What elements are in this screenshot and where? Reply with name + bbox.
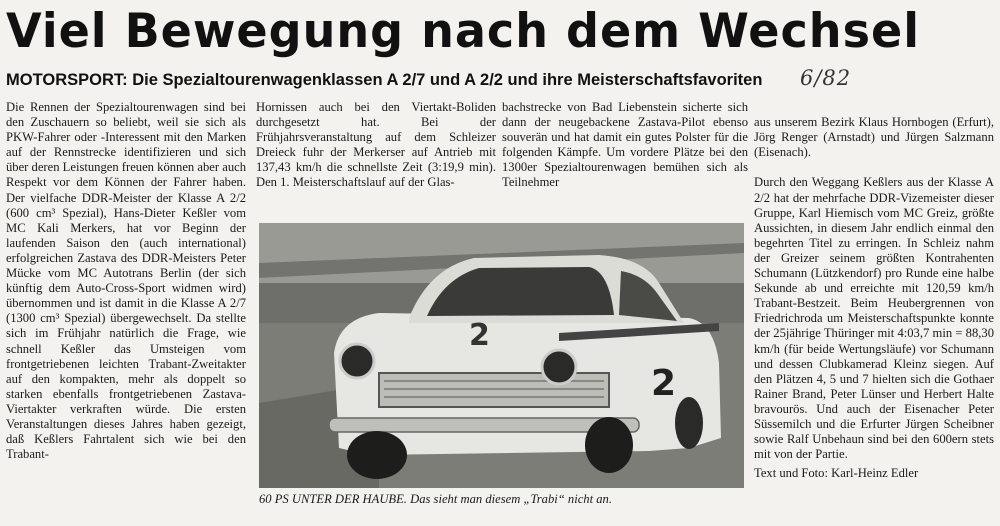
headline: Viel Bewegung nach dem Wechsel bbox=[6, 4, 920, 59]
article-column-1: Die Rennen der Spezialtourenwagen sind bei den Zuschauern so beliebt, weil sie sich als PKW-Fahrer oder -Interessent mit den Marken auf der Rennstrecke identifizieren und sich über deren Leistungen freuen können aber auch Respekt vor dem Können der Fahrer haben. Der vielfache DDR-Meister der Klasse A 2/2 (600 cm³ Spezial), Hans-Dieter Keßler vom MC Kali Merkers, hat vor Beginn der laufenden Saison den (auch international) erfolgreichen Zastava des DDR-Meisters Peter Mücke vom MC Autotrans Berlin (der sich künftig dem Auto-Cross-Sport widmen wird) übernommen und ist damit in die Klasse A 2/7 (1300 cm³ Spezial) übergewechselt. Da stellte sich im Frühjahr natürlich die Frage, wie schnell Keßler das Umsteigen vom frontgetriebenen leichten Trabant-Zweitakter auf den kompakten, mehr als doppelt so starken ebenfalls frontgetriebenen Zastava-Viertakter verkraften würde. Die ersten Veranstaltungen dieses Jahres haben gezeigt, daß Keßlers Fahrtalent sich wie bei den Trabant- bbox=[6, 100, 246, 462]
hood-number: 2 bbox=[469, 318, 490, 353]
article-column-3: bachstrecke von Bad Liebenstein sicherte sich dann der neugebackene Zastava-Pilot ebenso souverän und hat damit ein gutes Polster für die folgenden Kämpfe. Um vordere Plätze bei den 1300er Spezialtourenwagen bemühen sich als Teilnehmer bbox=[502, 100, 748, 190]
door-number: 2 bbox=[651, 363, 677, 404]
photo-caption: 60 PS UNTER DER HAUBE. Das sieht man diesem „Trabi“ nicht an. bbox=[259, 492, 612, 506]
article-column-4-text: aus unserem Bezirk Klaus Hornbogen (Erfurt), Jörg Renger (Arnstadt) und Jürgen Salzmann (Eisenach). Durch den Weggang Keßlers aus der Klasse A 2/2 hat der mehrfache DDR-Vizemeister dieser Gruppe, Karl Hiemisch vom MC Greiz, größte Aussichten, in diesem Jahr endlich einmal den begehrten Titel zu erringen. In Schleiz nahm der Greizer seinem größten Kontrahenten Schumann (Lützkendorf) pro Runde eine halbe Sekunde ab und erreichte mit 120,59 km/h Trabant-Bestzeit. Beim Heubergrennen von Friedrichroda um Meisterschaftspunkte konnte der 25jährige Thüringer mit 4:03,7 min = 88,30 km/h (für beide Wertungsläufe) vor Schumann und dessen Clubkamerad Kleinz siegen. Auf den Plätzen 4, 5 und 7 hielten sich die Gothaer Rainer Brand, Peter Lünser und Herbert Halte bravourös. Und auch der Eisenacher Peter Süssemilch und die Erfurter Jürgen Scheibner sowie Ralf Unbehaun sind bei den 600ern stets mit von der Partie. bbox=[754, 115, 994, 462]
article-column-2: Hornissen auch bei den Viertakt-Boliden durchgesetzt hat. Bei der Frühjahrsveranstaltung auf dem Schleizer Dreieck fuhr der Merkerser auf Antrieb mit 137,43 km/h die schnellste Zeit (3:19,9 min). Den 1. Meisterschaftslauf auf der Glas- bbox=[256, 100, 496, 190]
photo-credit: Text und Foto: Karl-Heinz Edler bbox=[754, 466, 919, 481]
handwritten-date: 6/82 bbox=[800, 66, 852, 90]
race-photo bbox=[259, 223, 744, 488]
subline: MOTORSPORT: Die Spezialtourenwagenklassen A 2/7 und A 2/2 und ihre Meisterschaftsfavoriten bbox=[6, 71, 763, 89]
article-column-4 bbox=[754, 100, 994, 524]
trabant-race-car-image bbox=[259, 223, 744, 488]
